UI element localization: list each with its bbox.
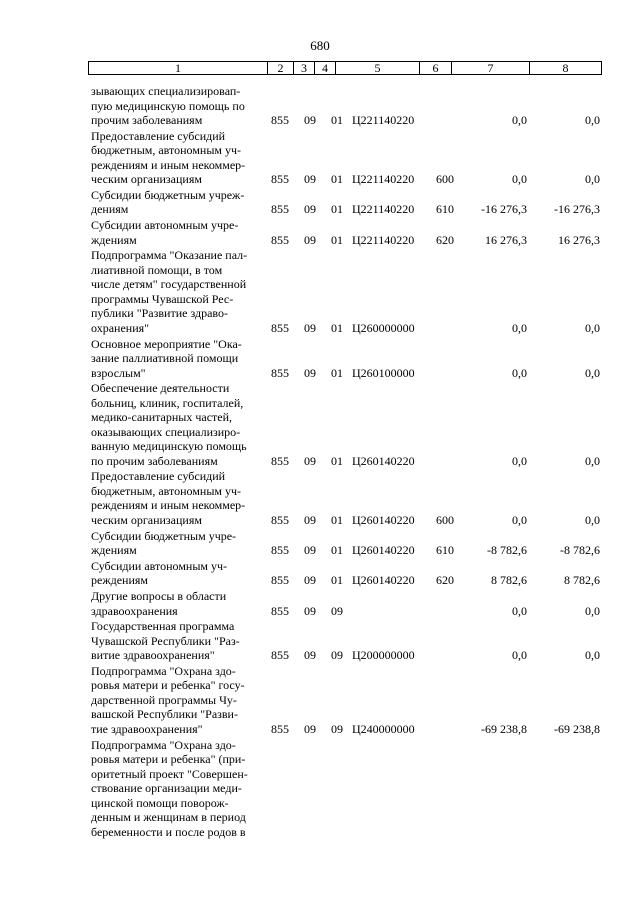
- cell-c7: -8 782,6: [487, 543, 527, 558]
- cell-c7: 0,0: [512, 113, 527, 127]
- description-line: здравоохранения: [91, 603, 178, 618]
- description-line: реждениям и иным некоммер-: [91, 157, 246, 172]
- row-description: [91, 529, 262, 558]
- cell-c5: Ц260140220: [352, 573, 415, 588]
- cell-c2: 855: [271, 113, 289, 127]
- cell-c6: 600: [436, 512, 454, 527]
- description-line: Подпрограмма "Охрана здо-: [91, 737, 236, 752]
- cell-c2: 855: [271, 573, 289, 588]
- cell-c6: 620: [436, 232, 454, 247]
- description-line: лиативной помощи, в том: [91, 262, 223, 277]
- description-line: Государственная программа: [91, 619, 235, 634]
- cell-c2: 855: [271, 543, 289, 558]
- cell-c8: 16 276,3: [558, 232, 600, 247]
- row-description: [91, 129, 262, 187]
- table-header: [88, 61, 602, 75]
- description-line: зывающих специализировап-: [91, 84, 241, 98]
- row-description: [91, 559, 262, 588]
- cell-c5: Ц221140220: [352, 113, 415, 127]
- cell-c7: 0,0: [512, 365, 527, 380]
- cell-c5: Ц260140220: [352, 543, 415, 558]
- description-line: беременности и после родов в: [91, 824, 246, 839]
- description-line: медико-санитарных частей,: [91, 410, 233, 425]
- row-description: [91, 664, 262, 737]
- row-description: [91, 738, 262, 840]
- cell-c2: 855: [271, 453, 289, 468]
- cell-c5: Ц260100000: [352, 365, 415, 380]
- description-line: программы Чувашской Рес-: [91, 291, 234, 306]
- description-line: ческим организациям: [91, 172, 202, 187]
- cell-c3: 09: [304, 721, 316, 736]
- description-line: ствование организации меди-: [91, 781, 242, 796]
- cell-c5: Ц221140220: [352, 232, 415, 247]
- cell-c7: 0,0: [512, 648, 527, 663]
- cell-c2: 855: [271, 320, 289, 335]
- cell-c4: 09: [331, 721, 343, 736]
- description-line: ванную медицинскую помощь: [91, 439, 247, 454]
- cell-c7: -69 238,8: [481, 721, 527, 736]
- header-col-5: 5: [335, 62, 419, 74]
- description-line: Субсидии бюджетным учреж-: [91, 187, 245, 202]
- description-line: ровья матери и ребенка" госу-: [91, 678, 245, 693]
- description-line: Подпрограмма "Охрана здо-: [91, 663, 236, 678]
- description-line: зание паллиативной помощи: [91, 351, 239, 365]
- description-line: ровья матери и ребенка" (при-: [91, 752, 246, 767]
- cell-c4: 01: [331, 543, 343, 558]
- cell-c4: 01: [331, 453, 343, 468]
- cell-c8: -8 782,6: [560, 543, 600, 558]
- cell-c6: 610: [436, 543, 454, 558]
- description-line: вашской Республики "Разви-: [91, 707, 238, 722]
- cell-c3: 09: [304, 113, 316, 127]
- cell-c4: 01: [331, 512, 343, 527]
- cell-c8: 0,0: [585, 172, 600, 187]
- description-line: Обеспечение деятельности: [91, 381, 230, 396]
- cell-c4: 09: [331, 603, 343, 618]
- row-description: [91, 381, 262, 468]
- cell-c3: 09: [304, 512, 316, 527]
- cell-c2: 855: [271, 232, 289, 247]
- cell-c4: 01: [331, 365, 343, 380]
- description-line: больниц, клиник, госпиталей,: [91, 395, 244, 410]
- header-col-4: 4: [314, 62, 335, 74]
- description-line: бюджетным, автономным уч-: [91, 143, 242, 158]
- cell-c5: Ц200000000: [352, 648, 415, 663]
- cell-c5: Ц240000000: [352, 721, 415, 736]
- cell-c3: 09: [304, 648, 316, 663]
- cell-c7: 0,0: [512, 172, 527, 187]
- header-col-3: 3: [293, 62, 314, 74]
- row-description: [91, 589, 262, 618]
- row-description: [91, 337, 262, 381]
- cell-c4: 01: [331, 113, 343, 127]
- description-line: взрослым": [91, 365, 146, 380]
- cell-c8: 0,0: [585, 113, 600, 127]
- cell-c6: 620: [436, 573, 454, 588]
- description-line: реждениям: [91, 573, 149, 588]
- description-line: цинской помощи поворож-: [91, 795, 229, 810]
- cell-c5: Ц221140220: [352, 172, 415, 187]
- description-line: тие здравоохранения": [91, 721, 203, 736]
- description-line: Субсидии бюджетным учре-: [91, 528, 237, 543]
- description-line: прочим заболеваниям: [91, 113, 203, 127]
- description-line: дениям: [91, 202, 129, 217]
- header-col-6: 6: [419, 62, 451, 74]
- cell-c2: 855: [271, 721, 289, 736]
- description-line: Предоставление субсидий: [91, 469, 226, 484]
- description-line: оритетный проект "Совершен-: [91, 766, 248, 781]
- row-description: [91, 248, 262, 335]
- header-col-7: 7: [451, 62, 529, 74]
- cell-c6: 610: [436, 202, 454, 217]
- cell-c4: 01: [331, 232, 343, 247]
- cell-c7: -16 276,3: [481, 202, 527, 217]
- description-line: Подпрограмма "Оказание пал-: [91, 248, 248, 263]
- cell-c8: -16 276,3: [554, 202, 600, 217]
- cell-c4: 01: [331, 202, 343, 217]
- description-line: Другие вопросы в области: [91, 589, 227, 603]
- row-description: [91, 84, 262, 128]
- cell-c8: 0,0: [585, 365, 600, 380]
- cell-c2: 855: [271, 512, 289, 527]
- cell-c5: Ц221140220: [352, 202, 415, 217]
- description-line: охранения": [91, 320, 150, 335]
- cell-c7: 0,0: [512, 603, 527, 618]
- cell-c4: 01: [331, 573, 343, 588]
- cell-c3: 09: [304, 232, 316, 247]
- description-line: ждениям: [91, 543, 137, 558]
- cell-c8: -69 238,8: [554, 721, 600, 736]
- cell-c3: 09: [304, 320, 316, 335]
- cell-c3: 09: [304, 172, 316, 187]
- cell-c3: 09: [304, 202, 316, 217]
- cell-c2: 855: [271, 365, 289, 380]
- description-line: дарственной программы Чу-: [91, 692, 237, 707]
- description-line: Субсидии автономным учре-: [91, 218, 239, 233]
- row-description: [91, 469, 262, 527]
- description-line: денным и женщинам в период: [91, 810, 246, 825]
- description-line: ждениям: [91, 232, 137, 247]
- cell-c3: 09: [304, 543, 316, 558]
- cell-c8: 0,0: [585, 453, 600, 468]
- cell-c3: 09: [304, 603, 316, 618]
- header-col-2: 2: [267, 62, 293, 74]
- description-line: оказывающих специализиро-: [91, 424, 241, 439]
- cell-c3: 09: [304, 573, 316, 588]
- row-description: [91, 619, 262, 663]
- cell-c7: 8 782,6: [491, 573, 527, 588]
- page-number: 680: [310, 38, 330, 53]
- cell-c7: 0,0: [512, 320, 527, 335]
- cell-c7: 0,0: [512, 453, 527, 468]
- cell-c4: 01: [331, 172, 343, 187]
- cell-c8: 0,0: [585, 512, 600, 527]
- cell-c7: 0,0: [512, 512, 527, 527]
- description-line: пую медицинскую помощь по: [91, 98, 245, 113]
- cell-c8: 0,0: [585, 320, 600, 335]
- cell-c5: Ц260000000: [352, 320, 415, 335]
- description-line: Предоставление субсидий: [91, 128, 226, 143]
- header-col-1: 1: [175, 61, 181, 75]
- description-line: Субсидии автономным уч-: [91, 558, 228, 573]
- cell-c8: 8 782,6: [564, 573, 600, 588]
- cell-c5: Ц260140220: [352, 512, 415, 527]
- cell-c7: 16 276,3: [485, 232, 527, 247]
- cell-c8: 0,0: [585, 603, 600, 618]
- cell-c2: 855: [271, 202, 289, 217]
- cell-c2: 855: [271, 648, 289, 663]
- row-description: [91, 188, 262, 217]
- cell-c3: 09: [304, 453, 316, 468]
- cell-c3: 09: [304, 365, 316, 380]
- cell-c2: 855: [271, 603, 289, 618]
- description-line: числе детям" государственной: [91, 277, 247, 292]
- cell-c4: 01: [331, 320, 343, 335]
- description-line: Основное мероприятие "Ока-: [91, 336, 242, 351]
- cell-c2: 855: [271, 172, 289, 187]
- header-col-8: 8: [529, 62, 601, 74]
- description-line: Чувашской Республики "Раз-: [91, 633, 240, 648]
- description-line: бюджетным, автономным уч-: [91, 483, 242, 498]
- description-line: ческим организациям: [91, 512, 202, 527]
- row-description: [91, 218, 262, 247]
- description-line: по прочим заболеваниям: [91, 453, 218, 468]
- cell-c5: Ц260140220: [352, 453, 415, 468]
- description-line: витие здравоохранения": [91, 648, 215, 663]
- cell-c8: 0,0: [585, 648, 600, 663]
- description-line: реждениям и иным некоммер-: [91, 498, 246, 513]
- description-line: публики "Развитие здраво-: [91, 306, 228, 321]
- cell-c6: 600: [436, 172, 454, 187]
- cell-c4: 09: [331, 648, 343, 663]
